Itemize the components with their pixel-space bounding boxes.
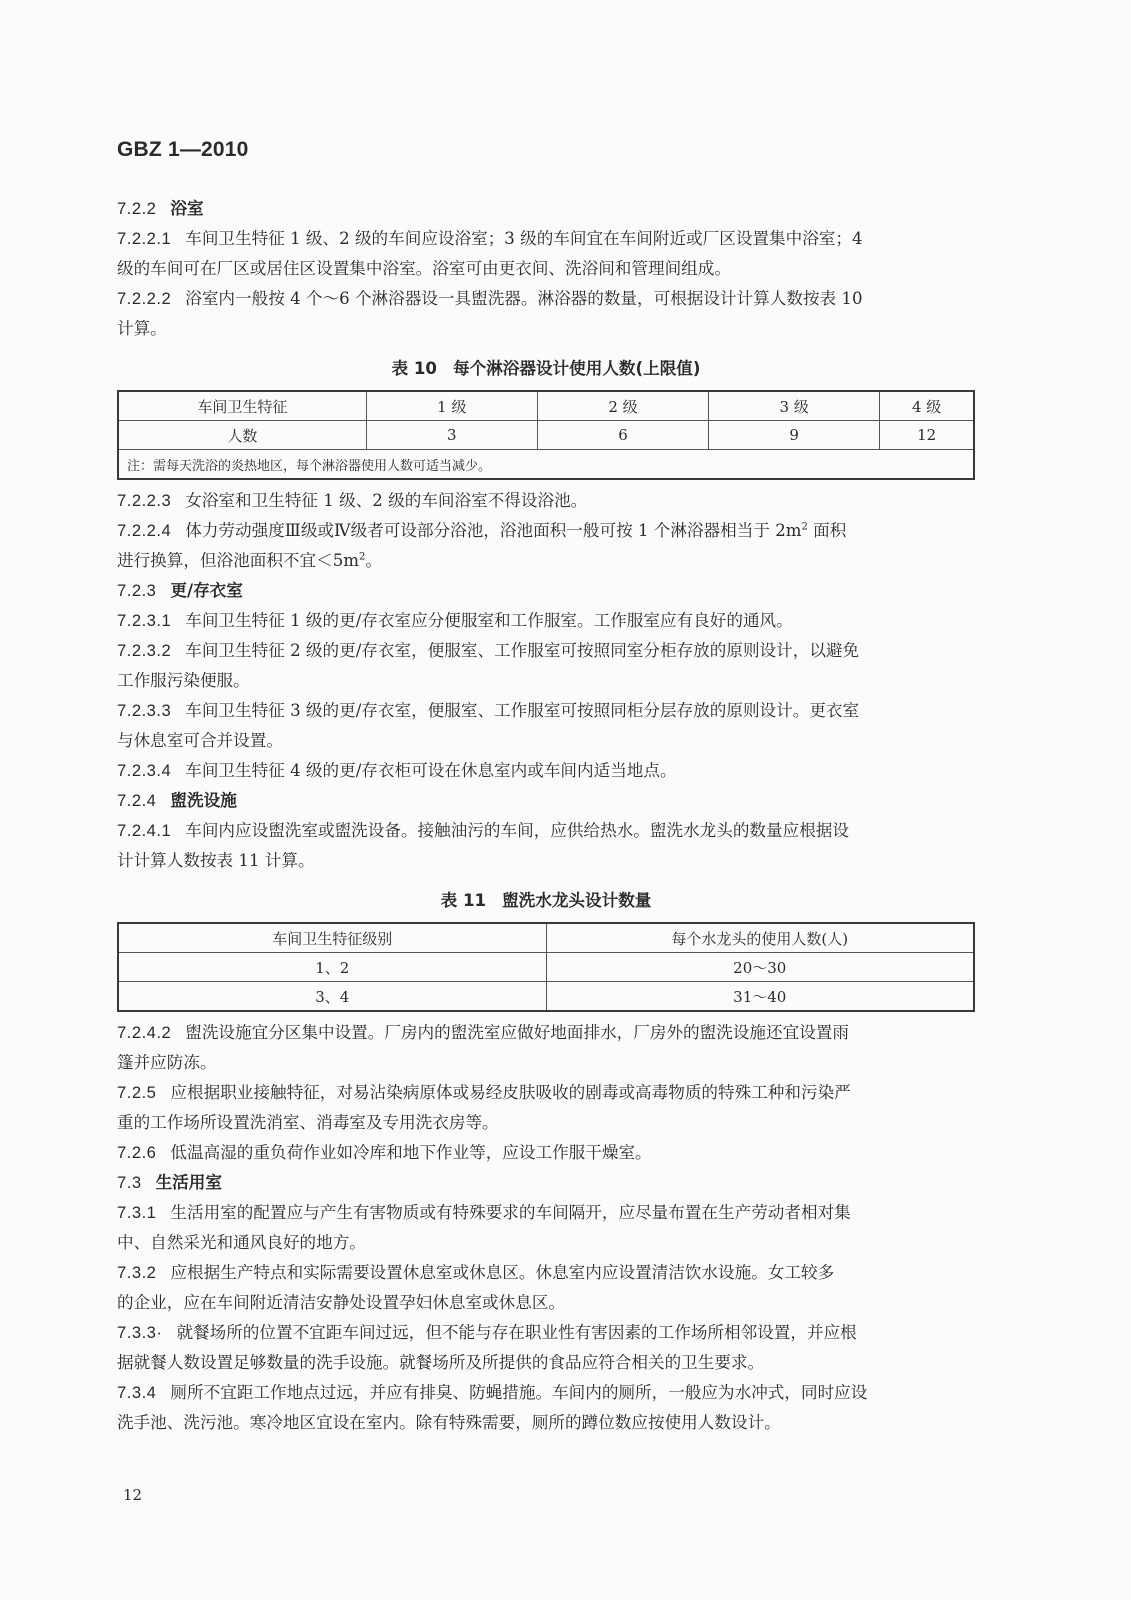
clause-7-3-4: 7.3.4 厕所不宜距工作地点过远，并应有排臭、防蝇措施。车间内的厕所，一般应为水冲式，同时应设 洗手池、洗污池。寒冷地区宜设在室内。除有特殊需要，厕所的蹲位数应按使用人数设计。 — [117, 1383, 868, 1432]
clause-7-2-4-2: 7.2.4.2 盥洗设施宜分区集中设置。厂房内的盥洗室应做好地面排水，厂房外的盥洗设施还宜设置雨 篷并应防冻。 — [117, 1023, 849, 1072]
page-content — [117, 194, 975, 1438]
clause-7-2-2-2: 7.2.2.2 浴室内一般按 4 个～6 个淋浴器设一具盥洗器。淋浴器的数量，可根据设计计算人数按表 10 计算。 — [117, 289, 863, 338]
clause-7-2-3-3: 7.2.3.3 车间卫生特征 3 级的更/存衣室，便服室、工作服室可按照同柜分层存放的原则设计。更衣室 与休息室可合并设置。 — [117, 701, 860, 750]
page-number: 12 — [123, 1486, 143, 1504]
clause-7-2-6: 7.2.6 低温高湿的重负荷作业如冷库和地下作业等，应设工作服干燥室。 — [117, 1143, 652, 1162]
section-heading-7-2-3: 7.2.3 更/存衣室 — [117, 581, 243, 600]
clause-7-2-3-1: 7.2.3.1 车间卫生特征 1 级的更/存衣室应分便服室和工作服室。工作服室应有良好的通风。 — [117, 611, 793, 630]
table-row: 3、4 31～40 — [118, 982, 974, 1012]
table-10 — [117, 390, 975, 480]
section-heading-7-2-4: 7.2.4 盥洗设施 — [117, 791, 237, 810]
clause-7-3-3: 7.3.3· 就餐场所的位置不宜距车间过远，但不能与存在职业性有害因素的工作场所相邻设置，并应根 据就餐人数设置足够数量的洗手设施。就餐场所及所提供的食品应符合相关的卫生要求。 — [117, 1323, 857, 1372]
clause-7-2-2-1: 7.2.2.1 车间卫生特征 1 级、2 级的车间应设浴室；3 级的车间宜在车间附近或厂区设置集中浴室；4 级的车间可在厂区或居住区设置集中浴室。浴室可由更衣间、洗浴间和管理间组成。 — [117, 229, 863, 278]
clause-7-2-4-1: 7.2.4.1 车间内应设盥洗室或盥洗设备。接触油污的车间，应供给热水。盥洗水龙头的数量应根据设 计计算人数按表 11 计算。 — [117, 821, 849, 870]
table-note-row: 注：需每天洗浴的炎热地区，每个淋浴器使用人数可适当减少。 — [118, 450, 974, 480]
clause-7-3-2: 7.3.2 应根据生产特点和实际需要设置休息室或休息区。休息室内应设置清洁饮水设施。女工较多 的企业，应在车间附近清洁安静处设置孕妇休息室或休息区。 — [117, 1263, 835, 1312]
standard-code-header: GBZ 1—2010 — [117, 138, 249, 161]
table-row: 人数 3 6 9 12 — [118, 421, 974, 450]
clause-7-2-2-4: 7.2.2.4 体力劳动强度Ⅲ级或Ⅳ级者可设部分浴池，浴池面积一般可按 1 个淋浴器相当于 $2m^2$ 面积 进行换算，但浴池面积不宜$<5m^2$。 — [117, 521, 847, 570]
table-11-caption: 表 11 盥洗水龙头设计数量 — [440, 891, 652, 910]
table-11 — [117, 922, 975, 1012]
table-10-caption: 表 10 每个淋浴器设计使用人数(上限值) — [391, 359, 701, 378]
clause-7-2-2-3: 7.2.2.3 女浴室和卫生特征 1 级、2 级的车间浴室不得设浴池。 — [117, 491, 588, 510]
section-heading-7-3: 7.3 生活用室 — [117, 1173, 222, 1192]
table-header-row: 车间卫生特征 1 级 2 级 3 级 4 级 — [118, 391, 974, 421]
clause-7-2-3-2: 7.2.3.2 车间卫生特征 2 级的更/存衣室，便服室、工作服室可按照同室分柜存放的原则设计，以避免 工作服污染便服。 — [117, 641, 860, 690]
table-header-row: 车间卫生特征级别 每个水龙头的使用人数(人) — [118, 923, 974, 953]
clause-7-2-5: 7.2.5 应根据职业接触特征，对易沾染病原体或易经皮肤吸收的剧毒或高毒物质的特殊工种和污染严 重的工作场所设置洗消室、消毒室及专用洗衣房等。 — [117, 1083, 851, 1132]
section-heading-7-2-2: 7.2.2 浴室 — [117, 199, 204, 218]
table-row: 1、2 20～30 — [118, 953, 974, 982]
clause-7-3-1: 7.3.1 生活用室的配置应与产生有害物质或有特殊要求的车间隔开，应尽量布置在生产劳动者相对集 中、自然采光和通风良好的地方。 — [117, 1203, 851, 1252]
clause-7-2-3-4: 7.2.3.4 车间卫生特征 4 级的更/存衣柜可设在休息室内或车间内适当地点。 — [117, 761, 677, 780]
